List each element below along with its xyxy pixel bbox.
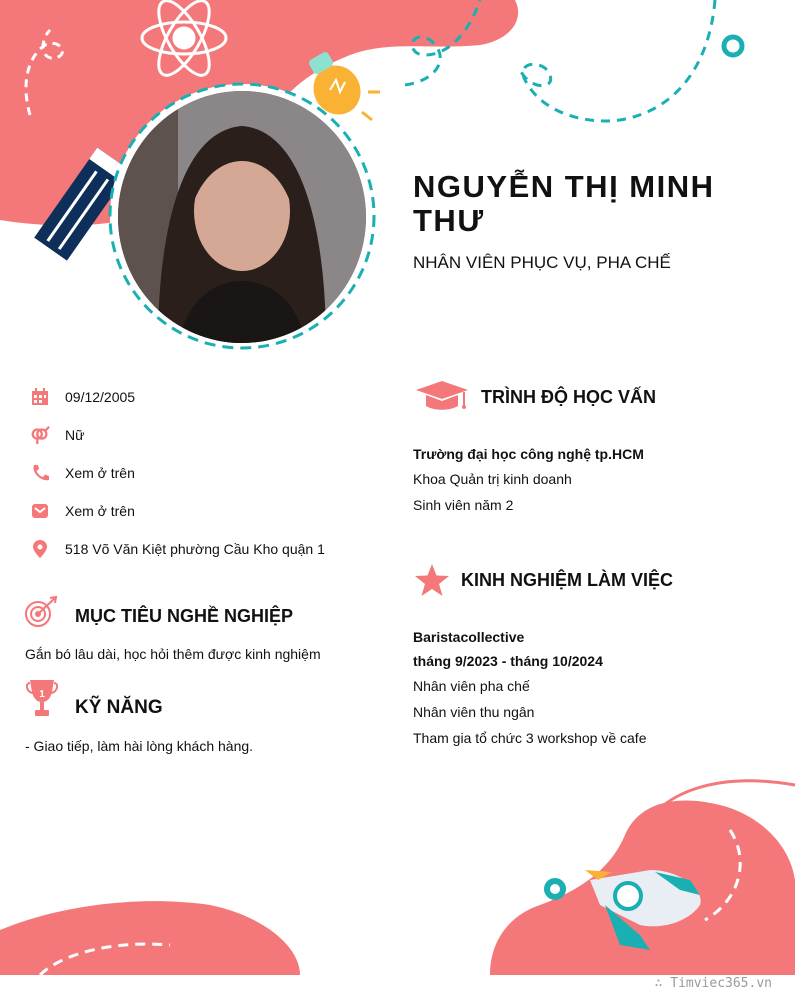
objective-text: Gắn bó lâu dài, học hỏi thêm được kinh nghiệm: [25, 646, 321, 662]
contact-address: [30, 537, 325, 561]
location-pin-icon: [30, 539, 50, 559]
teal-dashed-curve: [520, 0, 715, 121]
education-title: TRÌNH ĐỘ HỌC VẤN: [481, 387, 656, 407]
teal-dot: [547, 881, 563, 897]
education-school: Trường đại học công nghệ tp.HCM: [413, 446, 644, 462]
candidate-name: NGUYỄN THỊ MINH THƯ: [413, 169, 715, 238]
phone-value: Xem ở trên: [65, 465, 135, 481]
site-watermark: ∴ Timviec365.vn: [654, 976, 772, 991]
svg-text:1: 1: [39, 689, 45, 700]
star-icon: [414, 563, 450, 597]
phone-icon: [30, 463, 50, 483]
skills-text: - Giao tiếp, làm hài lòng khách hàng.: [25, 738, 254, 754]
contact-phone: [30, 461, 135, 485]
address-value: 518 Võ Văn Kiệt phường Cầu Kho quận 1: [65, 541, 325, 557]
teal-ring: [724, 37, 742, 55]
calendar-icon: [30, 387, 50, 407]
experience-line: Nhân viên thu ngân: [413, 704, 535, 720]
experience-line: Tham gia tổ chức 3 workshop về cafe: [413, 730, 647, 746]
job-title: NHÂN VIÊN PHỤC VỤ, PHA CHẾ: [413, 253, 671, 272]
trophy-icon: [26, 678, 58, 720]
education-line: Khoa Quản trị kinh doanh: [413, 471, 572, 487]
email-icon: [30, 501, 50, 521]
gender-value: Nữ: [65, 427, 85, 443]
graduation-cap-icon: [414, 380, 470, 414]
experience-period: tháng 9/2023 - tháng 10/2024: [413, 653, 603, 669]
experience-line: Nhân viên pha chế: [413, 678, 530, 694]
profile-photo: [118, 91, 366, 343]
objective-title: MỤC TIÊU NGHỀ NGHIỆP: [75, 606, 294, 626]
experience-company: Baristacollective: [413, 629, 525, 645]
target-icon: [24, 596, 58, 630]
gender-icon: [30, 425, 50, 445]
bottom-left-blob: [0, 901, 300, 975]
dob-value: 09/12/2005: [65, 389, 136, 405]
contact-gender: [30, 423, 85, 447]
contact-dob: [30, 385, 136, 409]
experience-title: KINH NGHIỆM LÀM VIỆC: [461, 570, 674, 590]
contact-email: [30, 499, 135, 523]
email-value: Xem ở trên: [65, 503, 135, 519]
skills-title: KỸ NĂNG: [75, 697, 163, 718]
education-line: Sinh viên năm 2: [413, 497, 514, 513]
